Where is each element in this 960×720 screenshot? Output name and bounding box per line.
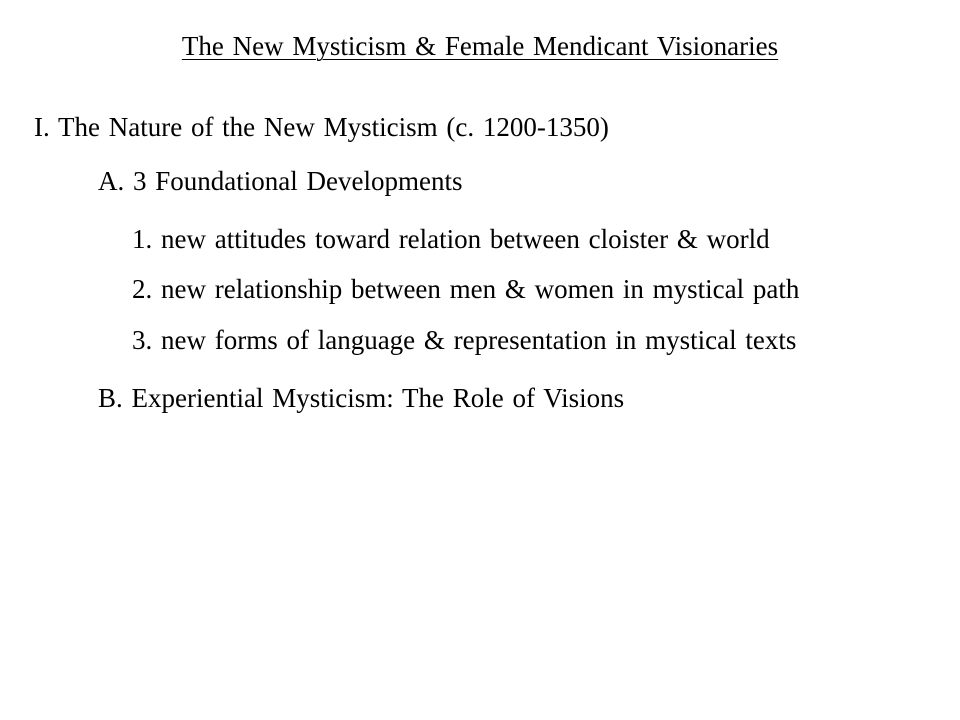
outline-item-2: 2. new relationship between men & women in mystical path — [132, 274, 800, 304]
outline-subsection-a: A. 3 Foundational Developments — [98, 166, 463, 196]
outline-subsection-b: B. Experiential Mysticism: The Role of Visions — [98, 383, 625, 413]
outline-item-1: 1. new attitudes toward relation between cloister & world — [132, 224, 770, 254]
slide-title: The New Mysticism & Female Mendicant Visionaries — [181, 31, 779, 61]
outline-section-1: I. The Nature of the New Mysticism (c. 1200-1350) — [34, 112, 609, 142]
outline-item-3: 3. new forms of language & representation in mystical texts — [132, 325, 797, 355]
